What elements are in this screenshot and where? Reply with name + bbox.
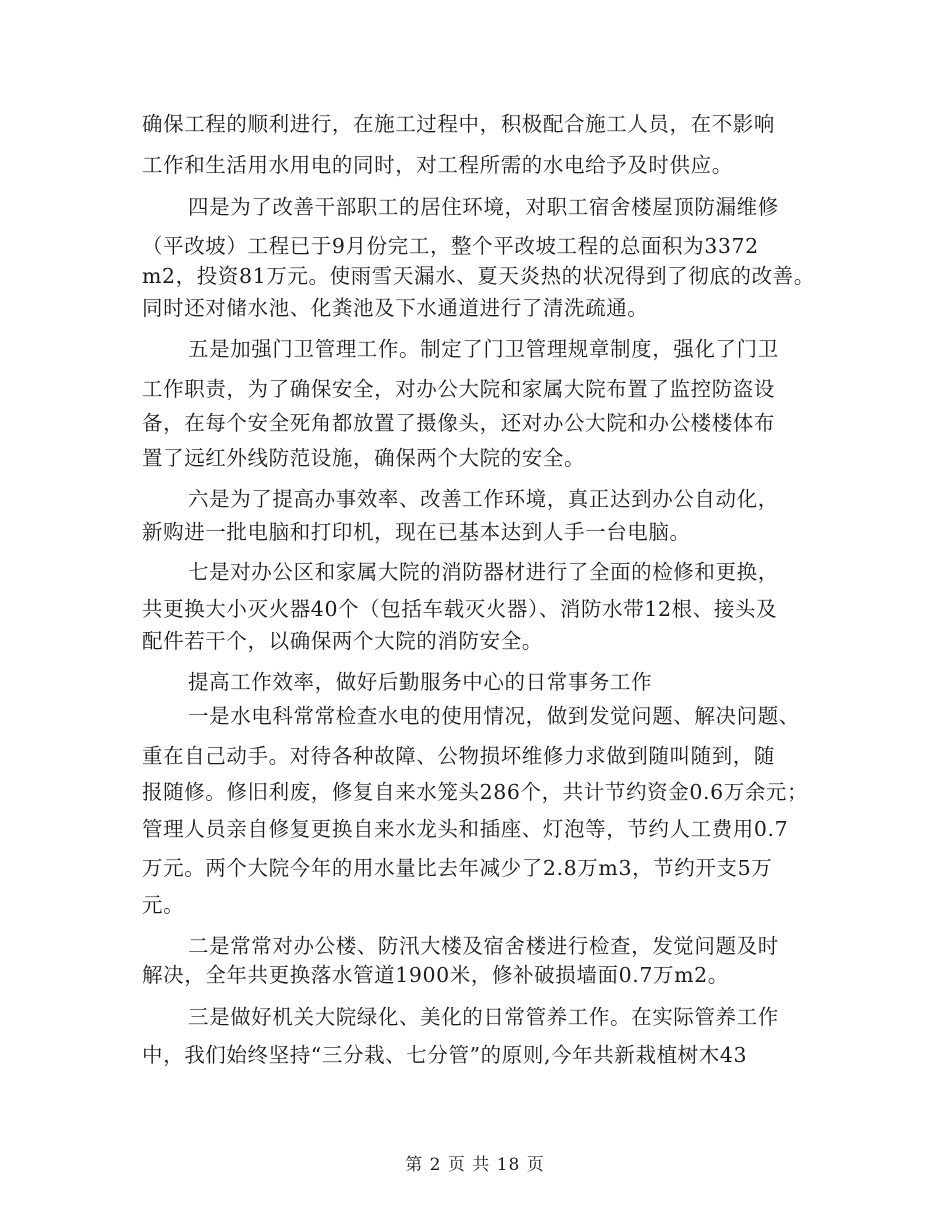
text-line: 三是做好机关大院绿化、美化的日常管养工作。在实际管养工作	[188, 1005, 779, 1029]
text-line: m2，投资81万元。使雨雪天漏水、夏天炎热的状况得到了彻底的改善。	[142, 264, 815, 288]
text-line: 新购进一批电脑和打印机，现在已基本达到人手一台电脑。	[142, 520, 691, 544]
text-line: 共更换大小灭火器40个（包括车载灭火器）、消防水带12根、接头及	[142, 597, 778, 621]
text-line: 中，我们始终坚持“三分栽、七分管”的原则,今年共新栽植树木43	[142, 1043, 748, 1067]
text-line: 五是加强门卫管理工作。制定了门卫管理规章制度，强化了门卫	[188, 337, 779, 361]
text-line: 工作职责，为了确保安全，对办公大院和家属大院布置了监控防盗设	[142, 377, 775, 401]
text-line: 七是对办公区和家属大院的消防器材进行了全面的检修和更换，	[188, 560, 779, 584]
text-line: 元。	[142, 893, 185, 917]
text-line: 六是为了提高办事效率、改善工作环境，真正达到办公自动化，	[188, 487, 779, 511]
text-line: 二是常常对办公楼、防汛大楼及宿舍楼进行检查，发觉问题及时	[188, 934, 779, 958]
text-line: 管理人员亲自修复更换自来水龙头和插座、灯泡等，节约人工费用0.7	[142, 817, 789, 841]
text-line: 一是水电科常常检查水电的使用情况，做到发觉问题、解决问题、	[188, 704, 800, 728]
text-line: 万元。两个大院今年的用水量比去年减少了2.8万m3，节约开支5万	[142, 856, 773, 880]
text-line: 解决，全年共更换落水管道1900米，修补破损墙面0.7万m2。	[142, 963, 729, 987]
text-line: 置了远红外线防范设施，确保两个大院的安全。	[142, 446, 586, 470]
text-line: 确保工程的顺利进行，在施工过程中，积极配合施工人员，在不影响	[142, 112, 775, 136]
text-line: 报随修。修旧利废，修复自来水笼头286个，共计节约资金0.6万余元；	[142, 780, 809, 804]
text-line: 备，在每个安全死角都放置了摄像头，还对办公大院和办公楼楼体布	[142, 411, 775, 435]
text-line: （平改坡）工程已于9月份完工，整个平改坡工程的总面积为3372	[142, 234, 759, 258]
text-line: 重在自己动手。对待各种故障、公物损坏维修力求做到随叫随到，随	[142, 744, 775, 768]
text-line: 四是为了改善干部职工的居住环境，对职工宿舍楼屋顶防漏维修	[188, 195, 779, 219]
text-line: 配件若干个，以确保两个大院的消防安全。	[142, 629, 543, 653]
text-line: 同时还对储水池、化粪池及下水通道进行了清洗疏通。	[142, 296, 649, 320]
text-line: 工作和生活用水用电的同时，对工程所需的水电给予及时供应。	[142, 153, 733, 177]
text-line: 提高工作效率，做好后勤服务中心的日常事务工作	[188, 670, 653, 694]
page-number-footer: 第 2 页 共 18 页	[405, 1155, 545, 1175]
